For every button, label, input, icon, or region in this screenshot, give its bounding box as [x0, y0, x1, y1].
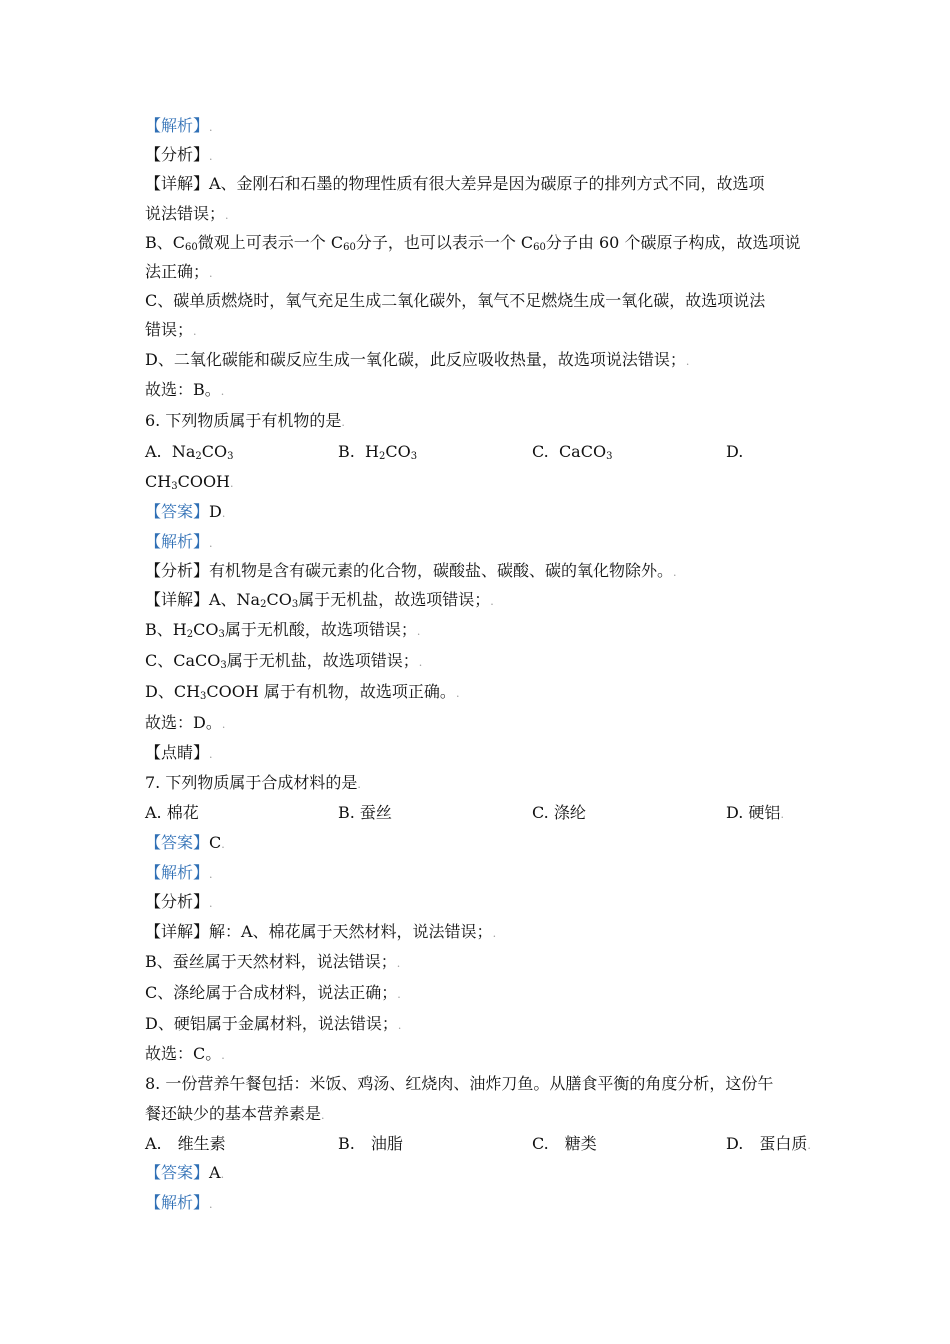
q6-detail-3: C、CaCO$_3$属于无机盐，故选项错误；. [145, 651, 423, 671]
q5-detail-2b: 法正确；. [145, 262, 213, 281]
q7-detail-2: B、蚕丝属于天然材料，说法错误；. [145, 952, 401, 971]
q7-option-c: C. 涤纶 [532, 803, 586, 822]
q6-analysis-tag: 【解析】. [145, 532, 213, 551]
q8-option-d: D. 蛋白质. [726, 1134, 811, 1153]
q6-detail-4: D、$CH_3COOH$ 属于有机物，故选项正确。. [145, 682, 460, 702]
q5-detail-3b: 错误；. [145, 320, 197, 339]
q6-option-c: C. CaCO$_3$ [532, 442, 613, 462]
q6-answer-line: 【答案】D. [145, 502, 226, 521]
q5-detail-2a: B、$C_{60}$微观上可表示一个 $C_{60}$分子，也可以表示一个 $C_{60}$分子由 60 个碳原子构成，故选项说 [145, 233, 801, 253]
q7-option-d: D. 硬铝. [726, 803, 784, 822]
q5-detail-3a: C、碳单质燃烧时，氧气充足生成二氧化碳外，氧气不足燃烧生成一氧化碳，故选项说法 [145, 291, 766, 310]
q7-option-b: B. 蚕丝 [338, 803, 392, 822]
q7-answer-line: 【答案】C. [145, 833, 225, 852]
q6-option-b: B. $H_2CO_3$ [338, 442, 418, 462]
q6-fenxi: 【分析】有机物是含有碳元素的化合物，碳酸盐、碳酸、碳的氧化物除外。. [145, 561, 677, 580]
q6-detail-1: 【详解】A、$Na_2CO_3$属于无机盐，故选项错误；. [145, 590, 494, 610]
q7-analysis-tag: 【解析】. [145, 863, 213, 882]
q8-analysis-tag: 【解析】. [145, 1193, 213, 1212]
q7-detail-3: C、涤纶属于合成材料，说法正确；. [145, 983, 401, 1002]
q5-fenxi: 【分析】. [145, 145, 213, 164]
q8-option-b: B. 油脂 [338, 1134, 403, 1153]
q6-option-a: A. $Na_2CO_3$ [145, 442, 234, 462]
q6-option-d-value: $CH_3COOH$. [145, 472, 234, 492]
q5-analysis-tag: 【解析】. [145, 116, 213, 135]
q7-stem: 7. 下列物质属于合成材料的是. [145, 773, 361, 792]
q5-detail-1b: 说法错误；. [145, 204, 229, 223]
q5-detail-1a: 【详解】A、金刚石和石墨的物理性质有很大差异是因为碳原子的排列方式不同，故选项 [145, 174, 765, 193]
q8-option-a: A. 维生素 [145, 1134, 226, 1153]
q7-detail-4: D、硬铝属于金属材料，说法错误；. [145, 1014, 402, 1033]
q7-option-a: A. 棉花 [145, 803, 199, 822]
q6-option-d-label: D. [726, 442, 744, 461]
q8-stem-b: 餐还缺少的基本营养素是. [145, 1104, 325, 1123]
q7-detail-1: 【详解】解：A、棉花属于天然材料，说法错误；. [145, 922, 497, 941]
q8-stem-a: 8. 一份营养午餐包括：米饭、鸡汤、红烧肉、油炸刀鱼。从膳食平衡的角度分析，这份午 [145, 1074, 774, 1093]
q6-answer: 故选：D。. [145, 713, 226, 732]
q6-stem: 6. 下列物质属于有机物的是. [145, 411, 345, 430]
q5-answer: 故选：B。. [145, 380, 225, 399]
q5-detail-4: D、二氧化碳能和碳反应生成一氧化碳，此反应吸收热量，故选项说法错误；. [145, 350, 690, 369]
q6-dianjing: 【点睛】. [145, 743, 213, 762]
q8-option-c: C. 糖类 [532, 1134, 597, 1153]
q7-answer: 故选：C。. [145, 1044, 225, 1063]
q8-answer-line: 【答案】A. [145, 1163, 225, 1182]
q6-detail-2: B、$H_2CO_3$属于无机酸，故选项错误；. [145, 620, 421, 640]
q7-fenxi: 【分析】. [145, 892, 213, 911]
